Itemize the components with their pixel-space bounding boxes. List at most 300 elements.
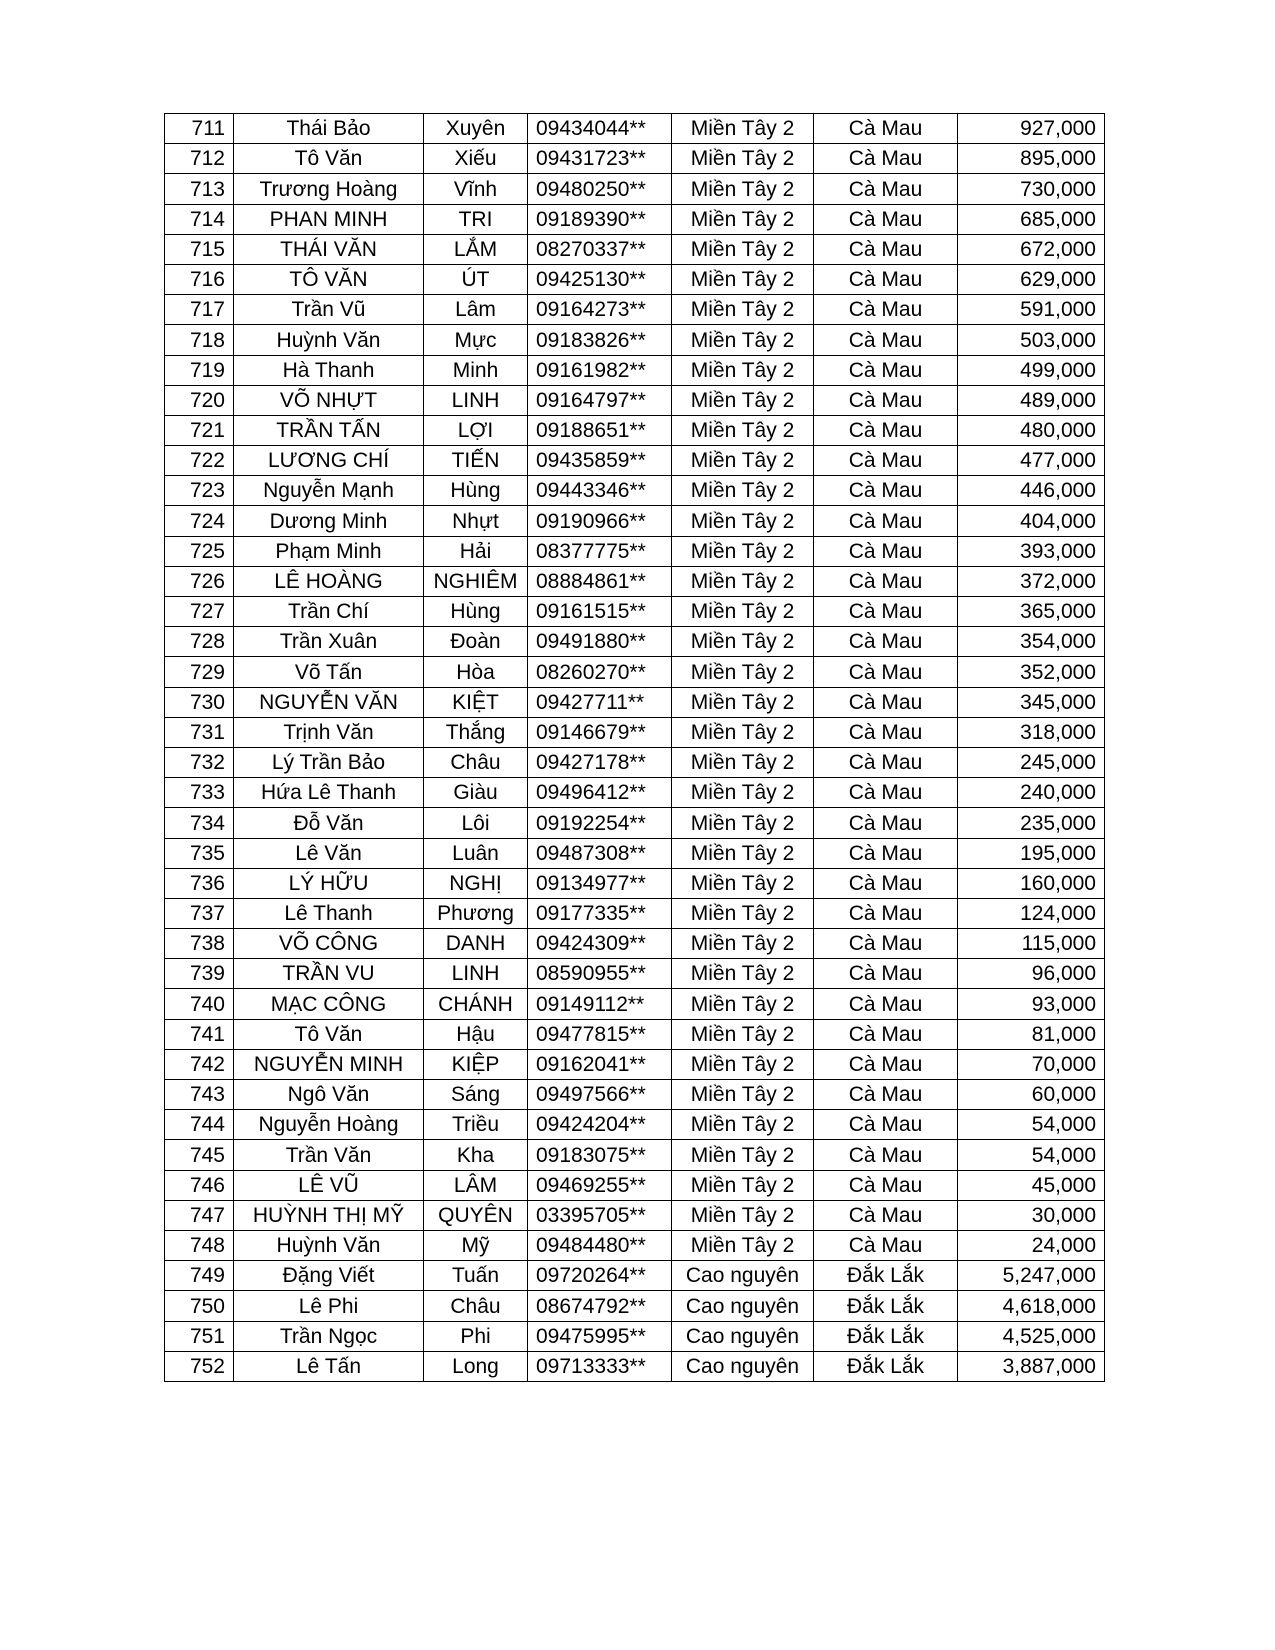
- region-cell: Miền Tây 2: [672, 566, 814, 596]
- region-cell: Miền Tây 2: [672, 204, 814, 234]
- row-number-cell: 744: [165, 1110, 234, 1140]
- surname-cell: Trần Ngọc: [234, 1321, 424, 1351]
- region-cell: Miền Tây 2: [672, 325, 814, 355]
- given-name-cell: Đoàn: [424, 627, 528, 657]
- given-name-cell: Mực: [424, 325, 528, 355]
- table-row: [165, 1261, 1105, 1291]
- table-row: [165, 385, 1105, 415]
- given-name-cell: NGHIÊM: [424, 566, 528, 596]
- row-number-cell: 719: [165, 355, 234, 385]
- amount-cell: 54,000: [958, 1110, 1105, 1140]
- region-cell: Cao nguyên: [672, 1321, 814, 1351]
- province-cell: Cà Mau: [814, 325, 958, 355]
- phone-cell: 09480250**: [528, 174, 672, 204]
- phone-cell: 09177335**: [528, 898, 672, 928]
- table-row: [165, 234, 1105, 264]
- province-cell: Cà Mau: [814, 1200, 958, 1230]
- given-name-cell: Thắng: [424, 717, 528, 747]
- phone-cell: 09164273**: [528, 295, 672, 325]
- amount-cell: 477,000: [958, 446, 1105, 476]
- amount-cell: 3,887,000: [958, 1351, 1105, 1381]
- given-name-cell: Lôi: [424, 808, 528, 838]
- surname-cell: Hứa Lê Thanh: [234, 778, 424, 808]
- region-cell: Miền Tây 2: [672, 838, 814, 868]
- table-row: [165, 144, 1105, 174]
- row-number-cell: 716: [165, 264, 234, 294]
- phone-cell: 09720264**: [528, 1261, 672, 1291]
- table-row: [165, 1140, 1105, 1170]
- table-row: [165, 898, 1105, 928]
- table-row: [165, 506, 1105, 536]
- amount-cell: 345,000: [958, 687, 1105, 717]
- province-cell: Cà Mau: [814, 355, 958, 385]
- province-cell: Cà Mau: [814, 687, 958, 717]
- surname-cell: Huỳnh Văn: [234, 325, 424, 355]
- amount-cell: 503,000: [958, 325, 1105, 355]
- given-name-cell: Châu: [424, 747, 528, 777]
- surname-cell: HUỲNH THỊ MỸ: [234, 1200, 424, 1230]
- table-row: [165, 1351, 1105, 1381]
- province-cell: Cà Mau: [814, 234, 958, 264]
- region-cell: Miền Tây 2: [672, 1049, 814, 1079]
- region-cell: Miền Tây 2: [672, 355, 814, 385]
- table-row: [165, 1321, 1105, 1351]
- row-number-cell: 739: [165, 959, 234, 989]
- amount-cell: 70,000: [958, 1049, 1105, 1079]
- given-name-cell: NGHỊ: [424, 868, 528, 898]
- row-number-cell: 726: [165, 566, 234, 596]
- table-row: [165, 808, 1105, 838]
- province-cell: Cà Mau: [814, 959, 958, 989]
- region-cell: Miền Tây 2: [672, 536, 814, 566]
- table-row: [165, 747, 1105, 777]
- province-cell: Đắk Lắk: [814, 1261, 958, 1291]
- row-number-cell: 712: [165, 144, 234, 174]
- province-cell: Cà Mau: [814, 1049, 958, 1079]
- surname-cell: Đặng Viết: [234, 1261, 424, 1291]
- region-cell: Miền Tây 2: [672, 929, 814, 959]
- phone-cell: 09183826**: [528, 325, 672, 355]
- province-cell: Cà Mau: [814, 1019, 958, 1049]
- row-number-cell: 731: [165, 717, 234, 747]
- province-cell: Cà Mau: [814, 1110, 958, 1140]
- surname-cell: Nguyễn Mạnh: [234, 476, 424, 506]
- table-row: [165, 687, 1105, 717]
- surname-cell: Trần Xuân: [234, 627, 424, 657]
- phone-cell: 08674792**: [528, 1291, 672, 1321]
- table-row: [165, 114, 1105, 144]
- amount-cell: 240,000: [958, 778, 1105, 808]
- given-name-cell: Lâm: [424, 295, 528, 325]
- region-cell: Miền Tây 2: [672, 597, 814, 627]
- surname-cell: Lê Tấn: [234, 1351, 424, 1381]
- row-number-cell: 729: [165, 657, 234, 687]
- row-number-cell: 711: [165, 114, 234, 144]
- phone-cell: 09424309**: [528, 929, 672, 959]
- surname-cell: Lê Văn: [234, 838, 424, 868]
- given-name-cell: Kha: [424, 1140, 528, 1170]
- table-row: [165, 566, 1105, 596]
- row-number-cell: 748: [165, 1230, 234, 1260]
- region-cell: Miền Tây 2: [672, 385, 814, 415]
- table-row: [165, 204, 1105, 234]
- phone-cell: 09188651**: [528, 415, 672, 445]
- given-name-cell: LINH: [424, 385, 528, 415]
- table-row: [165, 174, 1105, 204]
- row-number-cell: 714: [165, 204, 234, 234]
- phone-cell: 09134977**: [528, 868, 672, 898]
- row-number-cell: 723: [165, 476, 234, 506]
- phone-cell: 09192254**: [528, 808, 672, 838]
- table-row: [165, 264, 1105, 294]
- row-number-cell: 732: [165, 747, 234, 777]
- province-cell: Đắk Lắk: [814, 1291, 958, 1321]
- table-row: [165, 627, 1105, 657]
- amount-cell: 96,000: [958, 959, 1105, 989]
- region-cell: Miền Tây 2: [672, 959, 814, 989]
- phone-cell: 09162041**: [528, 1049, 672, 1079]
- row-number-cell: 749: [165, 1261, 234, 1291]
- surname-cell: TÔ VĂN: [234, 264, 424, 294]
- region-cell: Miền Tây 2: [672, 717, 814, 747]
- amount-cell: 54,000: [958, 1140, 1105, 1170]
- row-number-cell: 750: [165, 1291, 234, 1321]
- given-name-cell: Long: [424, 1351, 528, 1381]
- row-number-cell: 740: [165, 989, 234, 1019]
- given-name-cell: LẮM: [424, 234, 528, 264]
- table-row: [165, 1200, 1105, 1230]
- province-cell: Cà Mau: [814, 597, 958, 627]
- given-name-cell: Nhựt: [424, 506, 528, 536]
- row-number-cell: 720: [165, 385, 234, 415]
- amount-cell: 927,000: [958, 114, 1105, 144]
- phone-cell: 09189390**: [528, 204, 672, 234]
- row-number-cell: 721: [165, 415, 234, 445]
- amount-cell: 591,000: [958, 295, 1105, 325]
- surname-cell: Tô Văn: [234, 1019, 424, 1049]
- surname-cell: Ngô Văn: [234, 1080, 424, 1110]
- amount-cell: 81,000: [958, 1019, 1105, 1049]
- phone-cell: 09713333**: [528, 1351, 672, 1381]
- row-number-cell: 736: [165, 868, 234, 898]
- given-name-cell: LỢI: [424, 415, 528, 445]
- given-name-cell: Tuấn: [424, 1261, 528, 1291]
- table-row: [165, 1230, 1105, 1260]
- province-cell: Cà Mau: [814, 868, 958, 898]
- given-name-cell: TIẾN: [424, 446, 528, 476]
- surname-cell: LÊ HOÀNG: [234, 566, 424, 596]
- region-cell: Miền Tây 2: [672, 627, 814, 657]
- phone-cell: 09164797**: [528, 385, 672, 415]
- surname-cell: Tô Văn: [234, 144, 424, 174]
- table-row: [165, 868, 1105, 898]
- phone-cell: 03395705**: [528, 1200, 672, 1230]
- amount-cell: 730,000: [958, 174, 1105, 204]
- given-name-cell: KIỆP: [424, 1049, 528, 1079]
- row-number-cell: 735: [165, 838, 234, 868]
- given-name-cell: Phương: [424, 898, 528, 928]
- table-row: [165, 778, 1105, 808]
- phone-cell: 09431723**: [528, 144, 672, 174]
- region-cell: Miền Tây 2: [672, 476, 814, 506]
- amount-cell: 195,000: [958, 838, 1105, 868]
- table-row: [165, 1080, 1105, 1110]
- row-number-cell: 727: [165, 597, 234, 627]
- region-cell: Miền Tây 2: [672, 295, 814, 325]
- table-row: [165, 446, 1105, 476]
- phone-cell: 09497566**: [528, 1080, 672, 1110]
- phone-cell: 08377775**: [528, 536, 672, 566]
- given-name-cell: Xiếu: [424, 144, 528, 174]
- row-number-cell: 751: [165, 1321, 234, 1351]
- amount-cell: 24,000: [958, 1230, 1105, 1260]
- amount-cell: 895,000: [958, 144, 1105, 174]
- surname-cell: MẠC CÔNG: [234, 989, 424, 1019]
- given-name-cell: Hùng: [424, 476, 528, 506]
- surname-cell: Trần Văn: [234, 1140, 424, 1170]
- region-cell: Cao nguyên: [672, 1291, 814, 1321]
- phone-cell: 09424204**: [528, 1110, 672, 1140]
- table-row: [165, 929, 1105, 959]
- phone-cell: 09190966**: [528, 506, 672, 536]
- region-cell: Miền Tây 2: [672, 868, 814, 898]
- given-name-cell: TRI: [424, 204, 528, 234]
- amount-cell: 446,000: [958, 476, 1105, 506]
- province-cell: Cà Mau: [814, 778, 958, 808]
- province-cell: Cà Mau: [814, 204, 958, 234]
- row-number-cell: 728: [165, 627, 234, 657]
- region-cell: Miền Tây 2: [672, 144, 814, 174]
- surname-cell: NGUYỄN VĂN: [234, 687, 424, 717]
- phone-cell: 09475995**: [528, 1321, 672, 1351]
- amount-cell: 4,618,000: [958, 1291, 1105, 1321]
- region-cell: Miền Tây 2: [672, 1230, 814, 1260]
- row-number-cell: 752: [165, 1351, 234, 1381]
- row-number-cell: 715: [165, 234, 234, 264]
- phone-cell: 09484480**: [528, 1230, 672, 1260]
- province-cell: Cà Mau: [814, 264, 958, 294]
- given-name-cell: Hải: [424, 536, 528, 566]
- amount-cell: 245,000: [958, 747, 1105, 777]
- row-number-cell: 724: [165, 506, 234, 536]
- row-number-cell: 746: [165, 1170, 234, 1200]
- surname-cell: Huỳnh Văn: [234, 1230, 424, 1260]
- phone-cell: 09434044**: [528, 114, 672, 144]
- amount-cell: 480,000: [958, 415, 1105, 445]
- given-name-cell: Sáng: [424, 1080, 528, 1110]
- table-row: [165, 415, 1105, 445]
- surname-cell: Trần Chí: [234, 597, 424, 627]
- surname-cell: Trương Hoàng: [234, 174, 424, 204]
- phone-cell: 09161515**: [528, 597, 672, 627]
- amount-cell: 4,525,000: [958, 1321, 1105, 1351]
- amount-cell: 115,000: [958, 929, 1105, 959]
- given-name-cell: CHÁNH: [424, 989, 528, 1019]
- amount-cell: 489,000: [958, 385, 1105, 415]
- amount-cell: 393,000: [958, 536, 1105, 566]
- province-cell: Cà Mau: [814, 174, 958, 204]
- province-cell: Cà Mau: [814, 566, 958, 596]
- table-row: [165, 355, 1105, 385]
- row-number-cell: 713: [165, 174, 234, 204]
- province-cell: Đắk Lắk: [814, 1351, 958, 1381]
- records-table: [164, 113, 1105, 1382]
- phone-cell: 09183075**: [528, 1140, 672, 1170]
- surname-cell: TRẦN TẤN: [234, 415, 424, 445]
- amount-cell: 93,000: [958, 989, 1105, 1019]
- row-number-cell: 733: [165, 778, 234, 808]
- table-row: [165, 657, 1105, 687]
- table-row: [165, 1110, 1105, 1140]
- region-cell: Miền Tây 2: [672, 1080, 814, 1110]
- province-cell: Cà Mau: [814, 144, 958, 174]
- province-cell: Cà Mau: [814, 295, 958, 325]
- phone-cell: 08590955**: [528, 959, 672, 989]
- amount-cell: 5,247,000: [958, 1261, 1105, 1291]
- phone-cell: 09425130**: [528, 264, 672, 294]
- surname-cell: VÕ CÔNG: [234, 929, 424, 959]
- province-cell: Cà Mau: [814, 506, 958, 536]
- table-row: [165, 295, 1105, 325]
- surname-cell: Nguyễn Hoàng: [234, 1110, 424, 1140]
- table-row: [165, 1291, 1105, 1321]
- amount-cell: 45,000: [958, 1170, 1105, 1200]
- row-number-cell: 725: [165, 536, 234, 566]
- region-cell: Miền Tây 2: [672, 808, 814, 838]
- phone-cell: 09146679**: [528, 717, 672, 747]
- region-cell: Miền Tây 2: [672, 415, 814, 445]
- region-cell: Cao nguyên: [672, 1351, 814, 1381]
- region-cell: Miền Tây 2: [672, 898, 814, 928]
- table-row: [165, 476, 1105, 506]
- phone-cell: 09477815**: [528, 1019, 672, 1049]
- phone-cell: 09469255**: [528, 1170, 672, 1200]
- given-name-cell: Triều: [424, 1110, 528, 1140]
- amount-cell: 354,000: [958, 627, 1105, 657]
- phone-cell: 09491880**: [528, 627, 672, 657]
- amount-cell: 160,000: [958, 868, 1105, 898]
- region-cell: Miền Tây 2: [672, 1170, 814, 1200]
- surname-cell: PHAN MINH: [234, 204, 424, 234]
- row-number-cell: 745: [165, 1140, 234, 1170]
- province-cell: Cà Mau: [814, 657, 958, 687]
- amount-cell: 60,000: [958, 1080, 1105, 1110]
- given-name-cell: QUYÊN: [424, 1200, 528, 1230]
- region-cell: Miền Tây 2: [672, 1200, 814, 1230]
- row-number-cell: 738: [165, 929, 234, 959]
- region-cell: Miền Tây 2: [672, 114, 814, 144]
- region-cell: Miền Tây 2: [672, 174, 814, 204]
- phone-cell: 09427178**: [528, 747, 672, 777]
- phone-cell: 08260270**: [528, 657, 672, 687]
- row-number-cell: 722: [165, 446, 234, 476]
- given-name-cell: KIỆT: [424, 687, 528, 717]
- table-row: [165, 989, 1105, 1019]
- region-cell: Miền Tây 2: [672, 1019, 814, 1049]
- province-cell: Cà Mau: [814, 838, 958, 868]
- surname-cell: Hà Thanh: [234, 355, 424, 385]
- table-row: [165, 1049, 1105, 1079]
- given-name-cell: Minh: [424, 355, 528, 385]
- table-row: [165, 1019, 1105, 1049]
- province-cell: Cà Mau: [814, 415, 958, 445]
- surname-cell: Lý Trần Bảo: [234, 747, 424, 777]
- given-name-cell: LÂM: [424, 1170, 528, 1200]
- amount-cell: 365,000: [958, 597, 1105, 627]
- province-cell: Cà Mau: [814, 446, 958, 476]
- phone-cell: 09161982**: [528, 355, 672, 385]
- row-number-cell: 734: [165, 808, 234, 838]
- table-row: [165, 325, 1105, 355]
- province-cell: Đắk Lắk: [814, 1321, 958, 1351]
- region-cell: Cao nguyên: [672, 1261, 814, 1291]
- surname-cell: Dương Minh: [234, 506, 424, 536]
- amount-cell: 672,000: [958, 234, 1105, 264]
- surname-cell: LÊ VŨ: [234, 1170, 424, 1200]
- province-cell: Cà Mau: [814, 114, 958, 144]
- given-name-cell: Mỹ: [424, 1230, 528, 1260]
- province-cell: Cà Mau: [814, 385, 958, 415]
- row-number-cell: 718: [165, 325, 234, 355]
- given-name-cell: Phi: [424, 1321, 528, 1351]
- phone-cell: 09443346**: [528, 476, 672, 506]
- surname-cell: Lê Thanh: [234, 898, 424, 928]
- region-cell: Miền Tây 2: [672, 778, 814, 808]
- given-name-cell: Xuyên: [424, 114, 528, 144]
- table-row: [165, 536, 1105, 566]
- surname-cell: Phạm Minh: [234, 536, 424, 566]
- row-number-cell: 741: [165, 1019, 234, 1049]
- province-cell: Cà Mau: [814, 1230, 958, 1260]
- table-row: [165, 717, 1105, 747]
- province-cell: Cà Mau: [814, 808, 958, 838]
- region-cell: Miền Tây 2: [672, 989, 814, 1019]
- amount-cell: 372,000: [958, 566, 1105, 596]
- phone-cell: 09496412**: [528, 778, 672, 808]
- region-cell: Miền Tây 2: [672, 1110, 814, 1140]
- province-cell: Cà Mau: [814, 536, 958, 566]
- amount-cell: 30,000: [958, 1200, 1105, 1230]
- phone-cell: 09435859**: [528, 446, 672, 476]
- province-cell: Cà Mau: [814, 989, 958, 1019]
- amount-cell: 352,000: [958, 657, 1105, 687]
- surname-cell: NGUYỄN MINH: [234, 1049, 424, 1079]
- given-name-cell: ÚT: [424, 264, 528, 294]
- phone-cell: 09149112**: [528, 989, 672, 1019]
- amount-cell: 629,000: [958, 264, 1105, 294]
- region-cell: Miền Tây 2: [672, 747, 814, 777]
- province-cell: Cà Mau: [814, 717, 958, 747]
- surname-cell: Trịnh Văn: [234, 717, 424, 747]
- row-number-cell: 742: [165, 1049, 234, 1079]
- table-row: [165, 838, 1105, 868]
- region-cell: Miền Tây 2: [672, 506, 814, 536]
- surname-cell: LÝ HỮU: [234, 868, 424, 898]
- surname-cell: Thái Bảo: [234, 114, 424, 144]
- region-cell: Miền Tây 2: [672, 687, 814, 717]
- row-number-cell: 730: [165, 687, 234, 717]
- region-cell: Miền Tây 2: [672, 1140, 814, 1170]
- row-number-cell: 743: [165, 1080, 234, 1110]
- records-body: [165, 114, 1105, 1382]
- table-row: [165, 597, 1105, 627]
- region-cell: Miền Tây 2: [672, 264, 814, 294]
- given-name-cell: Luân: [424, 838, 528, 868]
- given-name-cell: Hùng: [424, 597, 528, 627]
- given-name-cell: Châu: [424, 1291, 528, 1321]
- row-number-cell: 747: [165, 1200, 234, 1230]
- amount-cell: 499,000: [958, 355, 1105, 385]
